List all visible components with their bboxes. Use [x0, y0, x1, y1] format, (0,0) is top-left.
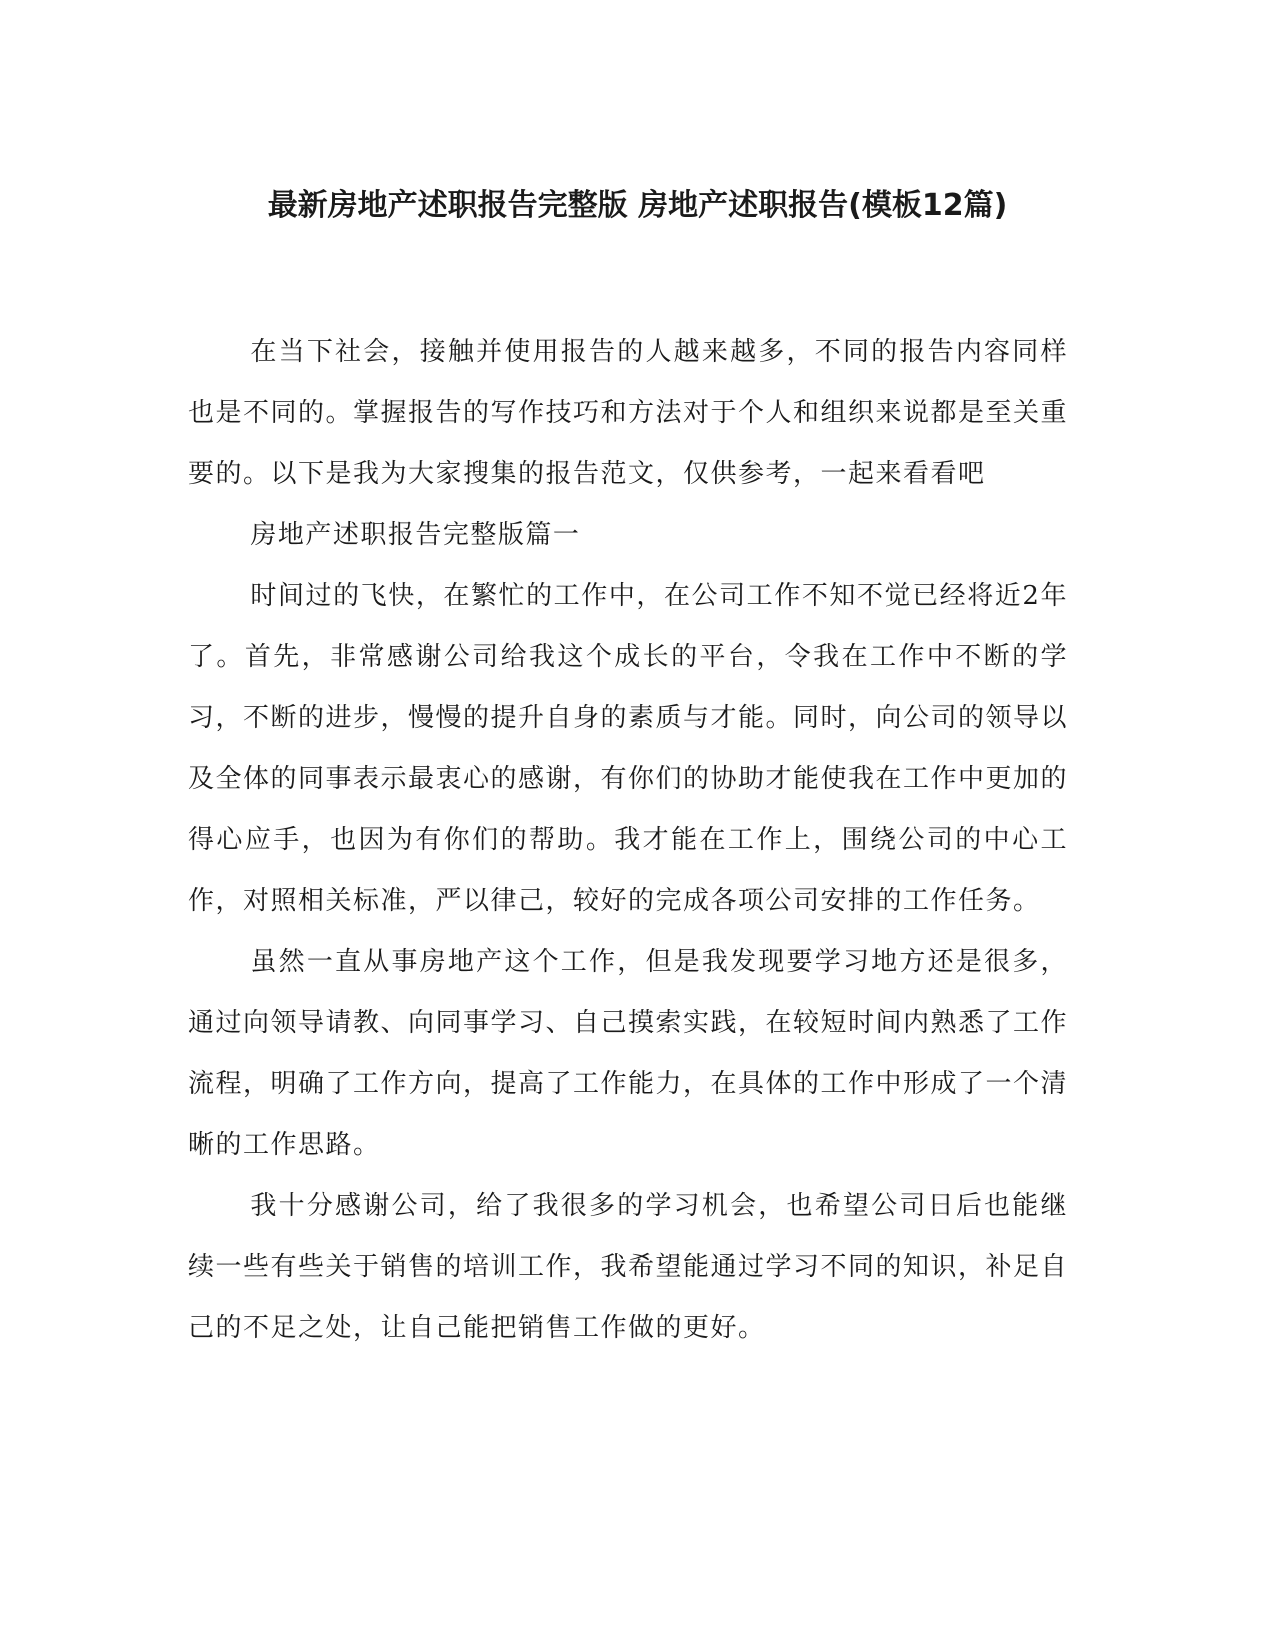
section-heading: 房地产述职报告完整版篇一 [250, 520, 581, 550]
document-title: 最新房地产述职报告完整版 房地产述职报告(模板12篇) [267, 188, 1008, 223]
body-paragraph: 时间过的飞快，在繁忙的工作中，在公司工作不知不觉已经将近2年了。首先，非常感谢公司给我这个成长的平台，令我在工作中不断的学习，不断的进步，慢慢的提升自身的素质与才能。同时，向公司的领导以及全体的同事表示最衷心的感谢，有你们的协助才能使我在工作中更加的得心应手，也因为有你们的帮助。我才能在工作上，围绕公司的中心工作，对照相关标准，严以律己，较好的完成各项公司安排的工作任务。 [188, 581, 1069, 916]
document-body [188, 322, 1068, 1359]
body-paragraph: 虽然一直从事房地产这个工作，但是我发现要学习地方还是很多，通过向领导请教、向同事学习、自己摸索实践，在较短时间内熟悉了工作流程，明确了工作方向，提高了工作能力，在具体的工作中形成了一个清晰的工作思路。 [188, 947, 1069, 1160]
body-paragraph: 我十分感谢公司，给了我很多的学习机会，也希望公司日后也能继续一些有些关于销售的培训工作，我希望能通过学习不同的知识，补足自己的不足之处，让自己能把销售工作做的更好。 [188, 1191, 1069, 1343]
intro-paragraph: 在当下社会，接触并使用报告的人越来越多，不同的报告内容同样也是不同的。掌握报告的写作技巧和方法对于个人和组织来说都是至关重要的。以下是我为大家搜集的报告范文，仅供参考，一起来看看吧 [188, 337, 1069, 489]
